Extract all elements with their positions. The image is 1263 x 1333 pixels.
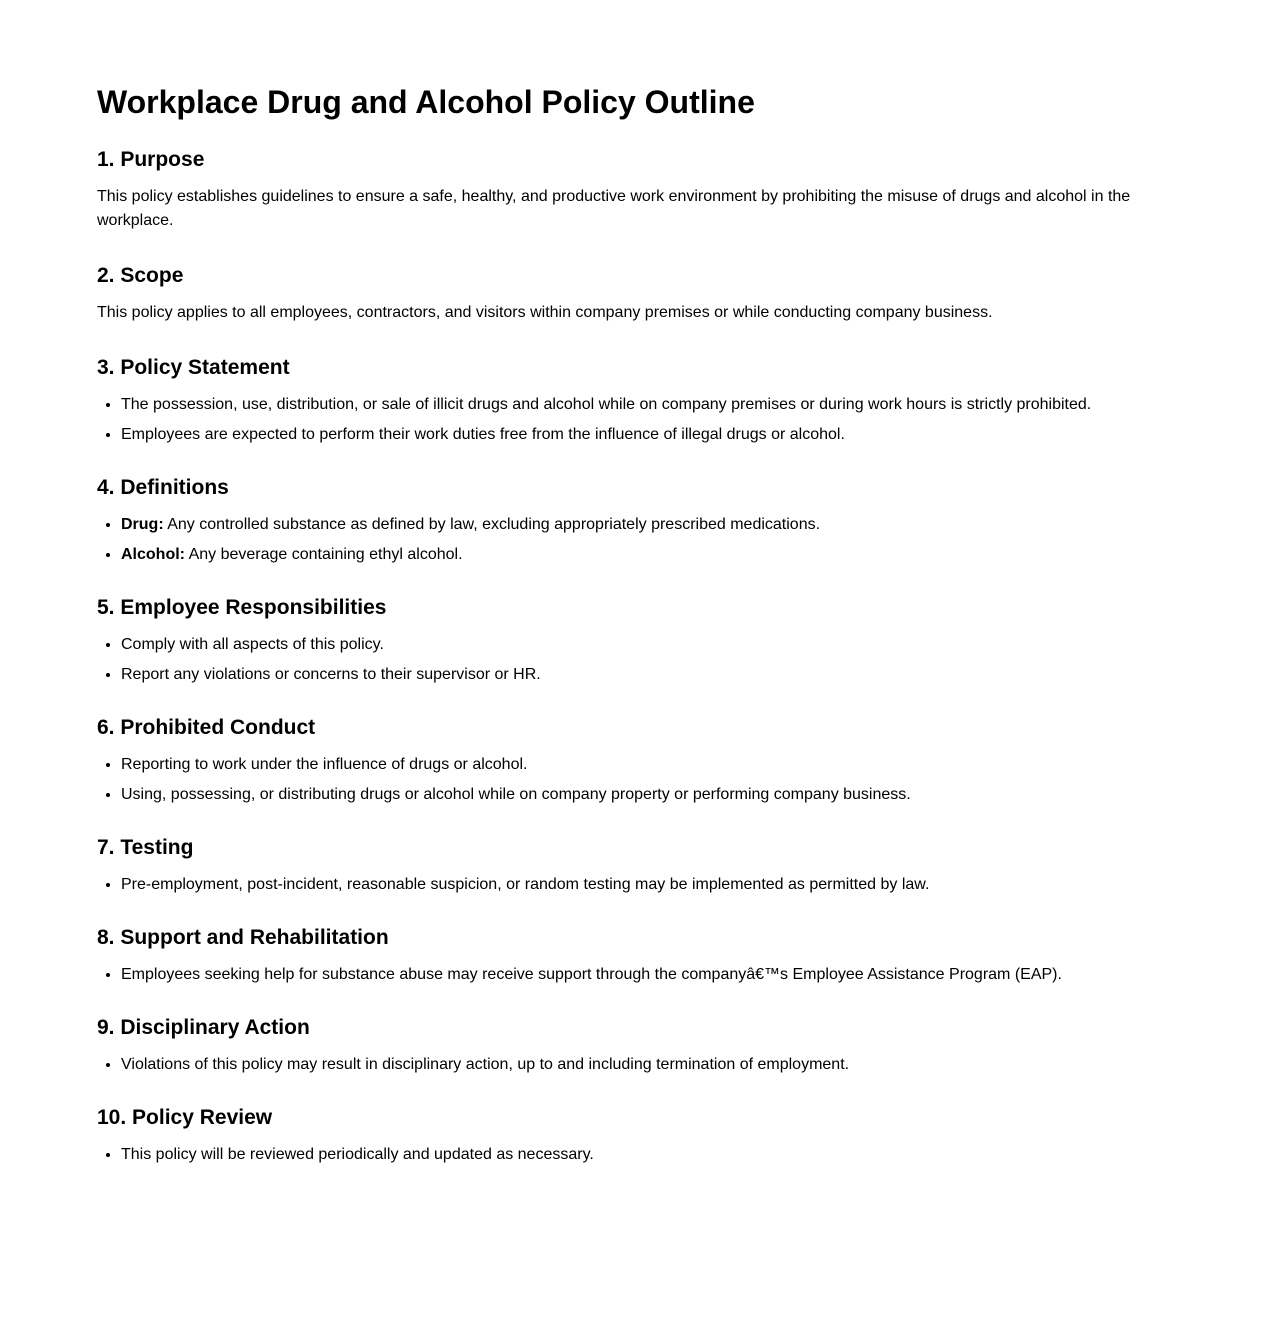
list-item: • Violations of this policy may result in disciplinary action, up to and including termination of employment. — [121, 1053, 1166, 1077]
bullet-list — [97, 873, 1166, 897]
section-heading: 8. Support and Rehabilitation — [97, 926, 389, 949]
definition-term: Alcohol: — [121, 546, 185, 563]
section-heading: 3. Policy Statement — [97, 356, 290, 379]
list-item: • Using, possessing, or distributing drugs or alcohol while on company property or performing company business. — [121, 783, 1166, 807]
definition-text: Any controlled substance as defined by law, excluding appropriately prescribed medications. — [163, 516, 821, 533]
section-heading: 5. Employee Responsibilities — [97, 596, 387, 619]
bullet-list — [97, 1143, 1166, 1167]
bullet-list — [97, 633, 1166, 687]
list-item: • This policy will be reviewed periodically and updated as necessary. — [121, 1143, 1166, 1167]
section-employee-responsibilities — [97, 594, 1166, 687]
section-support-rehabilitation — [97, 924, 1166, 987]
list-item: • Pre-employment, post-incident, reasonable suspicion, or random testing may be implemented as permitted by law. — [121, 873, 1166, 897]
page-title: Workplace Drug and Alcohol Policy Outline — [97, 84, 755, 120]
section-disciplinary-action — [97, 1014, 1166, 1077]
definition-text: Any beverage containing ethyl alcohol. — [185, 546, 463, 563]
section-policy-statement — [97, 354, 1166, 447]
section-heading: 2. Scope — [97, 264, 184, 287]
section-heading: 10. Policy Review — [97, 1106, 273, 1129]
definition-term: Drug: — [121, 516, 164, 533]
section-purpose — [97, 146, 1166, 233]
section-heading: 6. Prohibited Conduct — [97, 716, 316, 739]
list-item: • The possession, use, distribution, or sale of illicit drugs and alcohol while on company premises or during work hours is strictly prohibited. — [121, 393, 1166, 417]
bullet-list — [97, 513, 1166, 567]
section-testing — [97, 834, 1166, 897]
list-item — [121, 543, 1166, 567]
section-heading: 1. Purpose — [97, 148, 205, 171]
bullet-list — [97, 393, 1166, 447]
bullet-list — [97, 1053, 1166, 1077]
bullet-list — [97, 753, 1166, 807]
list-item: • Employees are expected to perform their work duties free from the influence of illegal drugs or alcohol. — [121, 423, 1166, 447]
section-prohibited-conduct — [97, 714, 1166, 807]
list-item: • Report any violations or concerns to their supervisor or HR. — [121, 663, 1166, 687]
list-item: • Reporting to work under the influence of drugs or alcohol. — [121, 753, 1166, 777]
section-definitions — [97, 474, 1166, 567]
section-policy-review — [97, 1104, 1166, 1167]
section-heading: 7. Testing — [97, 836, 194, 859]
section-heading: 4. Definitions — [97, 476, 229, 499]
list-item: • Employees seeking help for substance abuse may receive support through the companyâ€™s Employee Assistance Program (EAP). — [121, 963, 1166, 987]
section-scope — [97, 262, 1166, 325]
list-item: • Comply with all aspects of this policy. — [121, 633, 1166, 657]
section-paragraph: This policy establishes guidelines to ensure a safe, healthy, and productive work environment by prohibiting the misuse of drugs and alcohol in the workplace. — [97, 188, 1131, 229]
list-item — [121, 513, 1166, 537]
section-paragraph: This policy applies to all employees, contractors, and visitors within company premises or while conducting company business. — [97, 304, 993, 321]
section-heading: 9. Disciplinary Action — [97, 1016, 310, 1039]
bullet-list — [97, 963, 1166, 987]
